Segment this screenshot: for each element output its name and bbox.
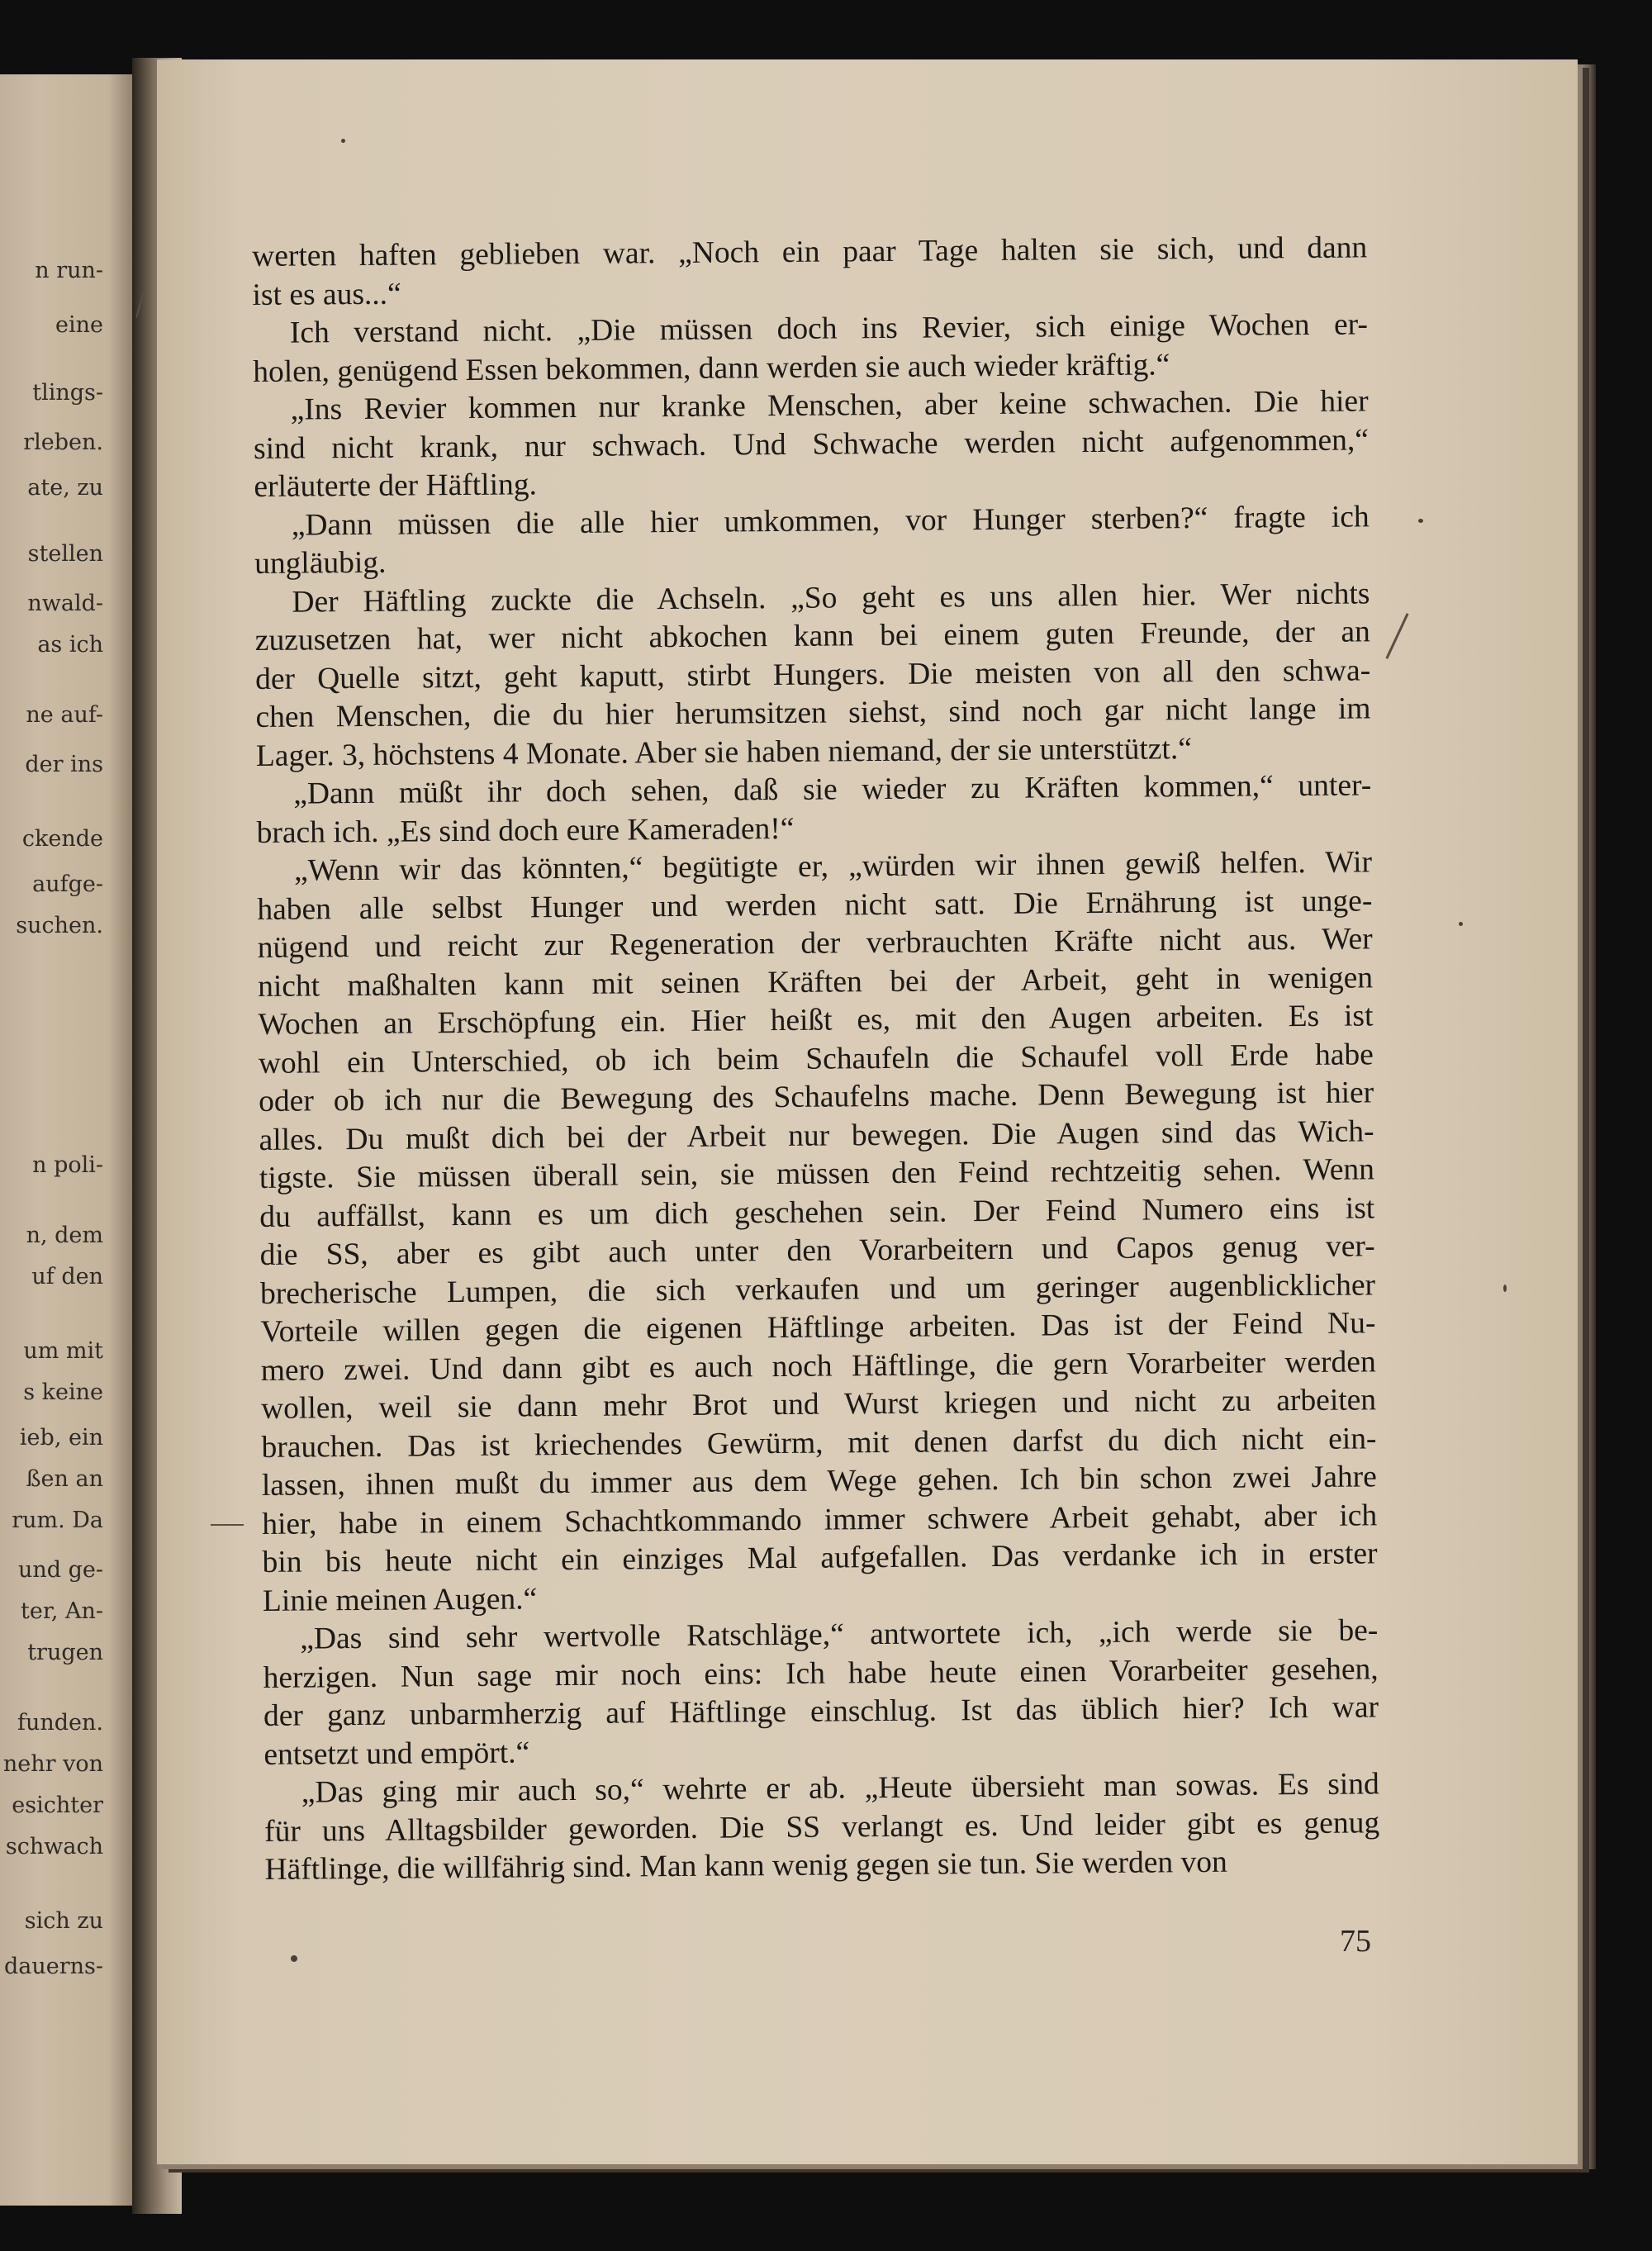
left-page — [0, 74, 149, 2206]
text-line: brecherische Lumpen, die sich verkaufen und um geringer augenblicklicher — [259, 1267, 1376, 1311]
left-page-fragment: um mit — [23, 1338, 103, 1364]
left-page-fragment: ne auf- — [26, 702, 103, 728]
text-line: holen, genügend Essen bekommen, dann werden sie auch wieder kräftig.“ — [253, 347, 1170, 389]
text-line: Häftlinge, die willfährig sind. Man kann wenig gegen sie tun. Sie werden von — [264, 1845, 1227, 1887]
left-page-fragment: ieb, ein — [19, 1425, 103, 1451]
page-edge-stack — [1578, 64, 1596, 2169]
text-line: der ganz unbarmherzig auf Häftlinge einschlug. Ist das üblich hier? Ich war — [263, 1690, 1379, 1733]
text-line: erläuterte der Häftling. — [254, 468, 538, 504]
text-line: alles. Du mußt dich bei der Arbeit nur bewegen. Die Augen sind das Wich- — [259, 1114, 1374, 1157]
left-page-fragment: nehr von — [2, 1751, 103, 1777]
left-page-fragment: ckende — [21, 826, 103, 852]
text-line: nicht maßhalten kann mit seinen Kräften bei der Arbeit, geht in wenigen — [257, 960, 1374, 1004]
text-line: zuzusetzen hat, wer nicht abkochen kann bei einem guten Freunde, der an — [254, 615, 1370, 658]
left-page-fragment: ter, An- — [21, 1598, 103, 1624]
left-page-fragment: aufge- — [32, 871, 103, 897]
text-line: lassen, ihnen mußt du immer aus dem Wege gehen. Ich bin schon zwei Jahre — [261, 1460, 1377, 1503]
left-page-fragment: und ge- — [17, 1557, 103, 1583]
paper-speck — [341, 139, 345, 143]
left-page-fragment: sich zu — [24, 1908, 103, 1934]
left-page-fragment: as ich — [37, 632, 103, 658]
text-line: „Das sind sehr wertvolle Ratschläge,“ antwortete ich, „ich werde sie be- — [300, 1613, 1379, 1656]
text-line: „Das ging mir auch so,“ wehrte er ab. „Heute übersieht man sowas. Es sind — [301, 1767, 1379, 1810]
text-line: brach ich. „Es sind doch eure Kameraden!“ — [256, 811, 795, 850]
text-line: brauchen. Das ist kriechendes Gewürm, mit denen darfst du dich nicht ein- — [261, 1421, 1377, 1465]
paper-speck — [1459, 922, 1463, 926]
left-page-fragment: n poli- — [32, 1152, 103, 1178]
text-line: wollen, weil sie dann mehr Brot und Wurst kriegen und nicht zu arbeiten — [260, 1383, 1377, 1426]
left-page-fragment: tlings- — [32, 380, 103, 406]
text-line: „Ins Revier kommen nur kranke Menschen, aber keine schwachen. Die hier — [290, 384, 1369, 427]
text-line: chen Menschen, die du hier herumsitzen siehst, sind noch gar nicht lange im — [255, 691, 1371, 734]
text-line: Vorteile willen gegen die eigenen Häftlinge arbeiten. Das ist der Feind Nu- — [260, 1306, 1376, 1349]
text-line: ist es aus...“ — [252, 277, 401, 312]
paper-speck — [1418, 519, 1423, 523]
paper-speck — [291, 1955, 297, 1962]
body-text — [252, 229, 1380, 1889]
text-line: herzigen. Nun sage mir noch eins: Ich habe heute einen Vorarbeiter gesehen, — [263, 1651, 1379, 1695]
left-page-fragment: schwach — [5, 1834, 103, 1859]
text-line: der Quelle sitzt, geht kaputt, stirbt Hungers. Die meisten von all den schwa- — [255, 653, 1371, 696]
text-line: wohl ein Unterschied, ob ich beim Schaufeln die Schaufel voll Erde habe — [258, 1037, 1374, 1080]
text-line: Der Häftling zuckte die Achseln. „So geht es uns allen hier. Wer nichts — [292, 576, 1370, 620]
paper-speck — [1503, 1285, 1507, 1292]
left-page-fragment: esichter — [12, 1793, 103, 1818]
text-line: Lager. 3, höchstens 4 Monate. Aber sie haben niemand, der sie unterstützt.“ — [255, 731, 1193, 773]
left-page-fragment: n run- — [35, 258, 103, 283]
text-line: oder ob ich nur die Bewegung des Schaufelns mache. Denn Bewegung ist hier — [259, 1076, 1374, 1118]
left-page-fragment: der ins — [25, 752, 103, 777]
left-page-fragment: ate, zu — [27, 475, 103, 501]
left-page-fragment: dauerns- — [3, 1954, 103, 1979]
left-page-fragment: funden. — [17, 1710, 103, 1736]
left-page-fragment: stellen — [27, 541, 103, 567]
text-line: „Dann müßt ihr doch sehen, daß sie wieder zu Kräften kommen,“ unter- — [293, 768, 1372, 811]
text-line: nügend und reicht zur Regeneration der verbrauchten Kräfte nicht aus. Wer — [257, 922, 1373, 965]
left-page-text-fragments — [0, 74, 107, 2206]
text-line: haben alle selbst Hunger und werden nicht satt. Die Ernährung ist unge- — [257, 883, 1373, 927]
left-page-fragment: eine — [55, 312, 103, 338]
pencil-mark — [211, 1524, 244, 1526]
text-line: tigste. Sie müssen überall sein, sie müssen den Feind rechtzeitig sehen. Wenn — [259, 1152, 1375, 1195]
text-line: sind nicht krank, nur schwach. Und Schwache werden nicht aufgenommen,“ — [253, 422, 1370, 466]
text-line: „Dann müssen die alle hier umkommen, vor Hunger sterben?“ fragte ich — [291, 499, 1370, 543]
left-page-fragment: rleben. — [23, 430, 103, 455]
text-line: für uns Alltagsbilder geworden. Die SS verlangt es. Und leider gibt es genug — [263, 1805, 1380, 1849]
left-page-fragment: trugen — [27, 1640, 103, 1665]
text-line: Linie meinen Augen.“ — [262, 1581, 538, 1618]
text-line: ungläubig. — [254, 545, 387, 581]
text-line: Wochen an Erschöpfung ein. Hier heißt es, mit den Augen arbeiten. Es ist — [258, 999, 1374, 1042]
left-page-fragment: rum. Da — [12, 1508, 103, 1533]
text-line: werten haften geblieben war. „Noch ein paar Tage halten sie sich, und dann — [252, 230, 1368, 273]
text-line: „Wenn wir das könnten,“ begütigte er, „würden wir ihnen gewiß helfen. Wir — [293, 845, 1373, 888]
left-page-fragment: suchen. — [16, 913, 103, 938]
left-page-fragment: uf den — [31, 1264, 103, 1289]
text-line: bin bis heute nicht ein einziges Mal aufgefallen. Das verdanke ich in erster — [262, 1536, 1378, 1579]
text-line: du auffällst, kann es um dich geschehen sein. Der Feind Numero eins ist — [259, 1190, 1375, 1234]
left-page-fragment: s keine — [23, 1380, 103, 1405]
left-page-fragment: nwald- — [27, 591, 103, 616]
text-line: die SS, aber es gibt auch unter den Vorarbeitern und Capos genug ver- — [259, 1229, 1375, 1272]
text-line: hier, habe in einem Schachtkommando immer schwere Arbeit gehabt, aber ich — [262, 1498, 1378, 1541]
text-line: entsetzt und empört.“ — [263, 1735, 530, 1772]
text-line: Ich verstand nicht. „Die müssen doch ins Revier, sich einige Wochen er- — [289, 307, 1369, 350]
left-page-fragment: n, dem — [26, 1223, 103, 1248]
text-line: mero zwei. Und dann gibt es auch noch Häftlinge, die gern Vorarbeiter werden — [260, 1344, 1376, 1388]
page-number: 75 — [1340, 1924, 1371, 1959]
left-page-fragment: ßen an — [26, 1466, 103, 1492]
